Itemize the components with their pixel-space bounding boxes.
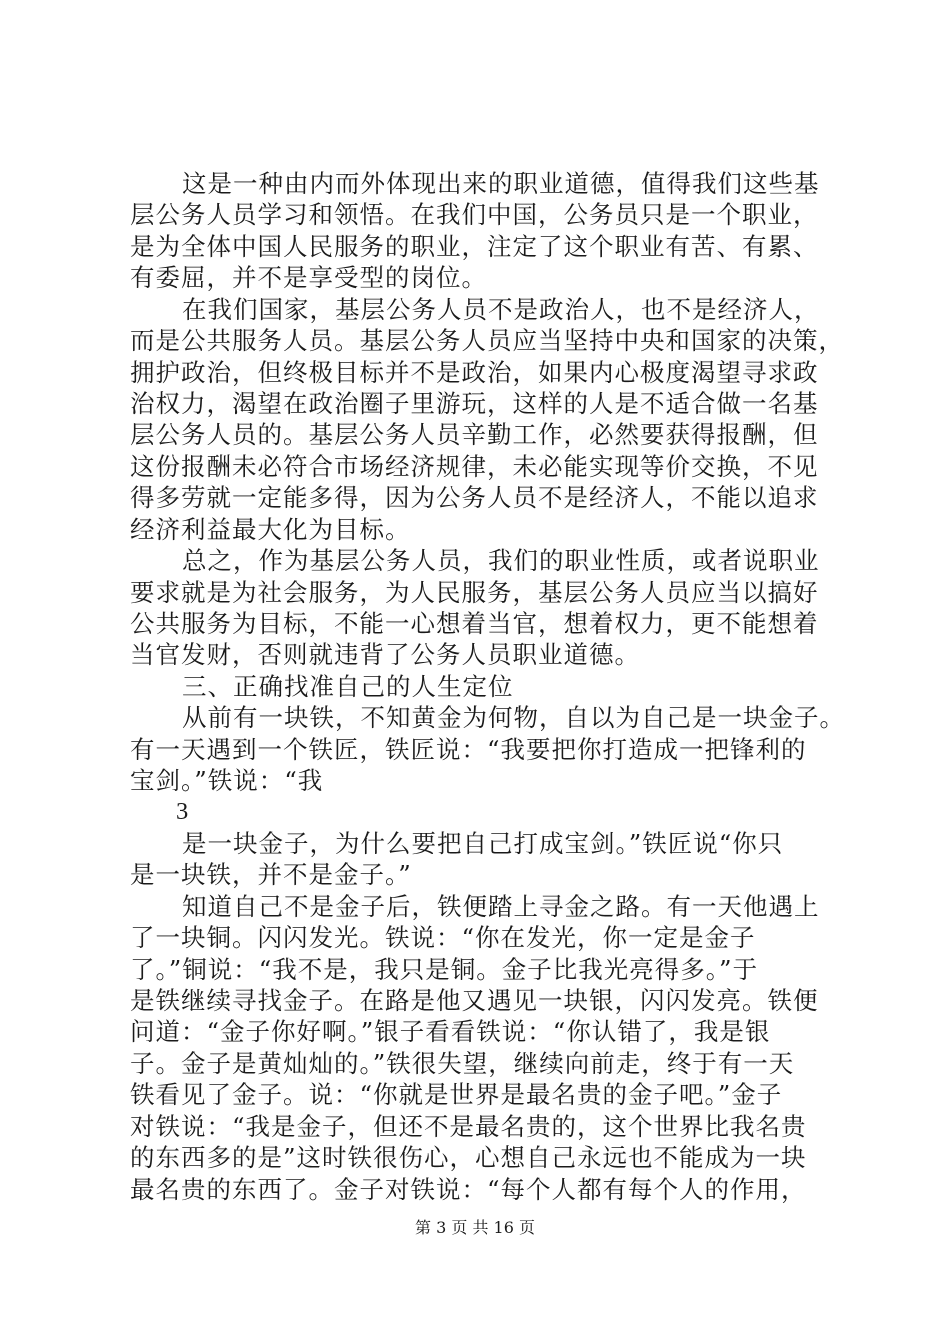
text-line: 子。金子是黄灿灿的。”铁很失望，继续向前走，终于有一天 [130, 1048, 795, 1078]
section-heading: 三、正确找准自己的人生定位 [182, 671, 514, 701]
text-line: 当官发财，否则就违背了公务人员职业道德。 [130, 640, 640, 670]
text-line: 的东西多的是”这时铁很伤心，心想自己永远也不能成为一块 [130, 1143, 807, 1173]
text-line: 从前有一块铁，不知黄金为何物，自以为自己是一块金子。 [182, 703, 845, 733]
text-line: 了一块铜。闪闪发光。铁说：“你在发光，你一定是金子 [130, 923, 756, 953]
text-line: 宝剑。”铁说：“我 [130, 766, 324, 796]
text-line: 是一块铁，并不是金子。” [130, 860, 412, 890]
inline-page-number: 3 [176, 798, 190, 826]
text-line: 对铁说：“我是金子，但还不是最名贵的，这个世界比我名贵 [130, 1111, 807, 1141]
text-line: 拥护政治，但终极目标并不是政治，如果内心极度渴望寻求政 [130, 357, 819, 387]
text-line: 有一天遇到一个铁匠，铁匠说：“我要把你打造成一把锋利的 [130, 734, 807, 764]
text-line: 知道自己不是金子后，铁便踏上寻金之路。有一天他遇上 [182, 891, 820, 921]
text-line: 了。”铜说：“我不是，我只是铜。金子比我光亮得多。”于 [130, 954, 759, 984]
text-line: 治权力，渴望在政治圈子里游玩，这样的人是不适合做一名基 [130, 388, 819, 418]
text-line: 要求就是为社会服务，为人民服务，基层公务人员应当以搞好 [130, 577, 819, 607]
text-line: 是铁继续寻找金子。在路是他又遇见一块银，闪闪发亮。铁便 [130, 986, 819, 1016]
text-line: 是为全体中国人民服务的职业，注定了这个职业有苦、有累、 [130, 231, 819, 261]
text-line: 这份报酬未必符合市场经济规律，未必能实现等价交换，不见 [130, 451, 819, 481]
page-footer: 第 3 页 共 16 页 [415, 1218, 535, 1237]
text-line: 是一块金子，为什么要把自己打成宝剑。”铁匠说“你只 [182, 828, 784, 858]
text-line: 铁看见了金子。说：“你就是世界是最名贵的金子吧。”金子 [130, 1080, 783, 1110]
text-line: 层公务人员的。基层公务人员辛勤工作，必然要获得报酬，但 [130, 420, 819, 450]
text-line: 总之，作为基层公务人员，我们的职业性质，或者说职业 [182, 546, 820, 576]
text-line: 得多劳就一定能多得，因为公务人员不是经济人，不能以追求 [130, 483, 819, 513]
text-line: 在我们国家，基层公务人员不是政治人，也不是经济人， [182, 294, 820, 324]
text-line: 问道：“金子你好啊。”银子看看铁说：“你认错了，我是银 [130, 1017, 771, 1047]
text-line: 层公务人员学习和领悟。在我们中国，公务员只是一个职业， [130, 200, 819, 230]
text-line: 有委屈，并不是享受型的岗位。 [130, 263, 487, 293]
text-line: 公共服务为目标，不能一心想着当官，想着权力，更不能想着 [130, 608, 819, 638]
text-line: 经济利益最大化为目标。 [130, 514, 411, 544]
text-line: 这是一种由内而外体现出来的职业道德，值得我们这些基 [182, 169, 820, 198]
text-line: 而是公共服务人员。基层公务人员应当坚持中央和国家的决策， [130, 326, 844, 356]
text-line: 最名贵的东西了。金子对铁说：“每个人都有每个人的作用， [130, 1174, 807, 1204]
